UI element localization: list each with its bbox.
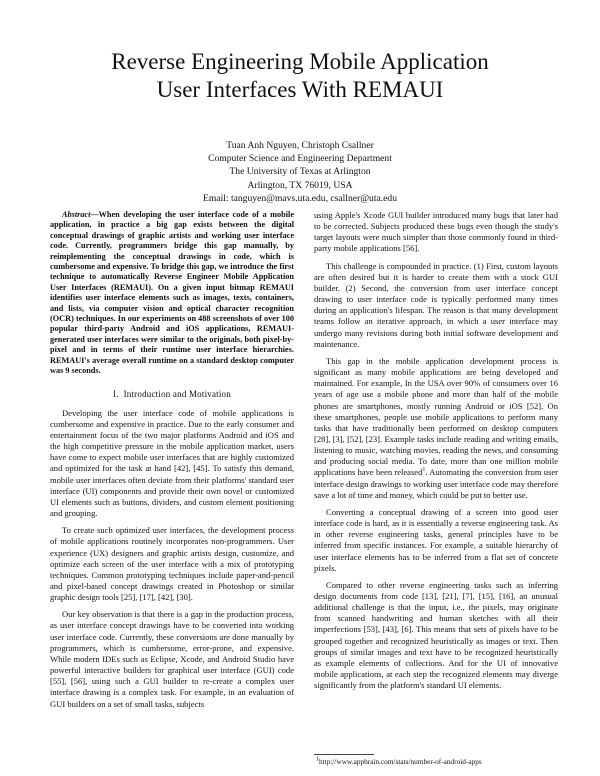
footnote-number: 1	[316, 756, 319, 763]
abstract-text: —When developing the user interface code of a mobile application, in practice a big gap exists between the digital conceptual drawings of graphic artists and working user interface code. Currently, programmers bridge this gap manually, by reimplementing the conceptual drawings in code, which is cumbersome and expensive. To bridge this gap, we introduce the first technique to automatically Reverse Engineer Mobile Application User Interfaces (REMAUI). On a given input bitmap REMAUI identifies user interface elements such as images, texts, containers, and lists, via computer vision and optical character recognition (OCR) techniques. In our experiments on 488 screenshots of over 100 popular third-party Android and iOS applications, REMAUI-generated user interfaces were similar to the originals, both pixel-by-pixel and in terms of their runtime user interface hierarchies. REMAUI's average overall runtime on a standard desktop computer was 9 seconds.	[50, 210, 294, 376]
footnote-divider	[314, 754, 374, 755]
author-location: Arlington, TX 76019, USA	[247, 179, 353, 191]
footnote-url[interactable]: http://www.appbrain.com/stats/number-of-android-apps	[319, 757, 482, 766]
section-title: Introduction and Motivation	[123, 388, 231, 399]
paragraph	[314, 356, 558, 501]
left-column	[50, 210, 294, 716]
paragraph: Our key observation is that there is a gap in the production process, as user interface concept drawings have to be converted into working user interface code. Currently, these conversions are done manually by programmers, which is cumbersome, error-prone, and expensive. While modern IDEs such as Eclipse, Xcode, and Android Studio have powerful interactive builders for graphical user interface (GUI) code [55], [56], using such a GUI builder to re-create a complex user interface drawing is a complex task. For example, in an evaluation of GUI builders on a set of small tasks, subjects	[50, 609, 294, 709]
paragraph-text: This gap in the mobile application development process is significant as many mobile applications are being developed and maintained. For example, In the USA over 90% of consumers over 16 years of age use a mobile phone and more than half of the mobile phones are smartphones, mostly running Android or iOS [52]. On these smartphones, people use mobile applications to perform many tasks that have traditionally been performed on desktop computers [28], [3], [52], [23]. Example tasks include reading and writing emails, listening to music, watching movies, reading the news, and consuming and producing social media. To date, more than one million mobile applications have been released	[314, 355, 558, 478]
paragraph: Converting a conceptual drawing of a screen into good user interface code is hard, as it is essentially a reverse engineering task. As in other reverse engineering tasks, general principles have to be inferred from specific instances. For example, a suitable hierarchy of user interface elements has to be inferred from a flat set of concrete pixels.	[314, 506, 558, 573]
paragraph: Developing the user interface code of mobile applications is cumbersome and expensive in practice. Due to the early consumer and entertainment focus of the two major platforms Android and iOS and the high competitive pressure in the mobile application market, users have come to expect mobile user interfaces that are highly customized and optimized for the task at hand [42], [45]. To satisfy this demand, mobile user interfaces often deviate from their platforms' standard user interface (UI) components and provide their own novel or customized UI elements such as buttons, dividers, and custom element positioning and grouping.	[50, 407, 294, 519]
footnote-marker: 1	[422, 467, 426, 474]
author-email: Email: tanguyen@mavs.uta.edu, csallner@uta.edu	[202, 192, 398, 204]
title-line-2: User Interfaces With REMAUI	[156, 77, 444, 102]
author-block	[0, 139, 600, 205]
author-names: Tuan Anh Nguyen, Christoph Csallner	[226, 140, 374, 151]
paragraph: To create such optimized user interfaces, the development process of mobile applications routinely incorporates non-programmers. User experience (UX) designers and graphic artists design, customize, and optimize each screen of the user interface with a mix of prototyping techniques. Common prototyping techniques include paper-and-pencil and pixel-based concept drawings created in Photoshop or similar graphic design tools [25], [17], [42], [30].	[50, 525, 294, 603]
paragraph: This challenge is compounded in practice. (1) First, custom layouts are often desired but it is harder to create them with a stock GUI builder. (2) Second, the conversion from user interface concept drawing to user interface code is typically performed many times during an application's lifespan. The reason is that many development teams follow an iterative approach, in which a user interface may undergo many revisions during both initial software development and maintenance.	[314, 260, 558, 349]
section-heading	[50, 389, 294, 400]
footnote	[316, 757, 482, 766]
paragraph-text-tail: . Automating the conversion from user interface design drawings to working user interface code may therefore save a lot of time and money, which could be put to better use.	[314, 467, 558, 500]
section-number: I.	[113, 388, 119, 399]
author-university: The University of Texas at Arlington	[229, 166, 371, 178]
abstract	[50, 210, 294, 377]
right-column	[314, 210, 558, 697]
title-line-1: Reverse Engineering Mobile Application	[111, 49, 489, 74]
paragraph: Compared to other reverse engineering tasks such as inferring design documents from code [13], [21], [7], [15], [16], an unusual additional challenge is that the input, i.e., the pixels, may originate from scanned handwriting and human sketches with all their imperfections [53], [43], [6]. This means that sets of pixels have to be grouped together and recognized heuristically as images or text. Then groups of similar images and text have to be recognized heuristically as example elements of collections. And for the UI of innovative mobile applications, at each step the recognized elements may diverge significantly from the platform's standard UI elements.	[314, 579, 558, 691]
paragraph: using Apple's Xcode GUI builder introduced many bugs that later had to be corrected. Subjects produced these bugs even though the study's target layouts were much simpler than those commonly found in third-party mobile applications [56].	[314, 210, 558, 254]
abstract-label: Abstract	[62, 210, 91, 219]
paper-title	[0, 48, 600, 104]
author-department: Computer Science and Engineering Department	[208, 153, 392, 165]
